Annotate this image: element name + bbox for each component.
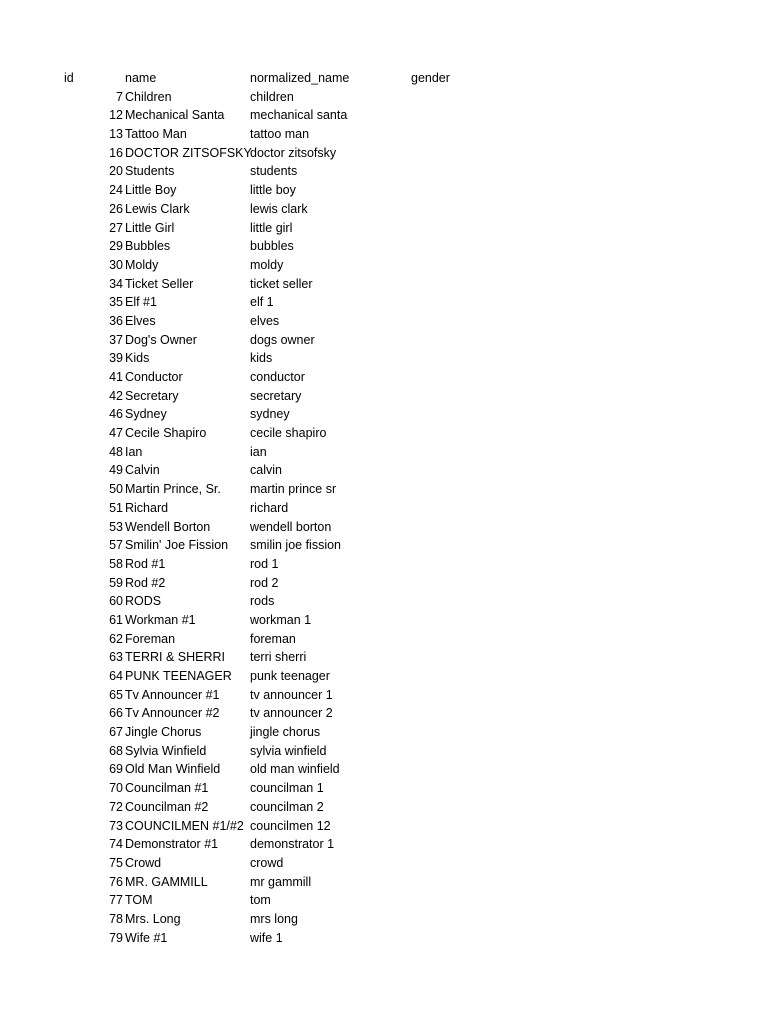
table-row <box>0 536 768 555</box>
character-table <box>0 69 768 947</box>
cell-normalized-name: demonstrator 1 <box>250 837 335 852</box>
table-row <box>0 275 768 294</box>
table-row <box>0 368 768 387</box>
table-row <box>0 219 768 238</box>
cell-id: 41 <box>109 370 123 384</box>
cell-normalized-name: sydney <box>250 407 290 422</box>
cell-id: 70 <box>109 781 123 796</box>
table-row <box>0 817 768 836</box>
cell-id: 12 <box>109 108 123 123</box>
cell-normalized-name: cecile shapiro <box>250 426 327 441</box>
cell-id: 59 <box>109 575 123 590</box>
cell-normalized-name: terri sherri <box>250 650 307 665</box>
table-row <box>0 312 768 331</box>
cell-name: COUNCILMEN #1/#2 <box>125 818 244 833</box>
table-row <box>0 106 768 125</box>
table-row <box>0 555 768 574</box>
table-row <box>0 779 768 798</box>
cell-normalized-name: elves <box>250 313 280 328</box>
table-row <box>0 125 768 144</box>
table-row <box>0 405 768 424</box>
cell-name: Kids <box>125 351 150 366</box>
cell-id: 49 <box>109 463 123 478</box>
cell-normalized-name: children <box>250 89 294 104</box>
table-row <box>0 835 768 854</box>
table-row <box>0 144 768 163</box>
cell-name: Tv Announcer #1 <box>125 687 220 702</box>
cell-name: Calvin <box>125 463 160 478</box>
table-row <box>0 256 768 275</box>
cell-id: 68 <box>109 743 123 758</box>
cell-id: 73 <box>109 818 123 833</box>
cell-name: Little Boy <box>125 183 177 198</box>
cell-normalized-name: doctor zitsofsky <box>250 145 337 160</box>
table-row <box>0 293 768 312</box>
table-row <box>0 237 768 256</box>
cell-normalized-name: ticket seller <box>250 276 313 291</box>
cell-name: Mechanical Santa <box>125 108 225 123</box>
header-row <box>0 69 768 88</box>
table-row <box>0 723 768 742</box>
table-row <box>0 611 768 630</box>
cell-name: PUNK TEENAGER <box>125 669 232 683</box>
cell-name: Sylvia Winfield <box>125 743 207 758</box>
cell-normalized-name: tattoo man <box>250 127 310 142</box>
table-row <box>0 424 768 443</box>
cell-name: Lewis Clark <box>125 201 190 216</box>
cell-name: Cecile Shapiro <box>125 426 207 441</box>
cell-name: MR. GAMMILL <box>125 874 208 889</box>
cell-name: Councilman #2 <box>125 799 209 814</box>
table-row <box>0 499 768 518</box>
table-row <box>0 387 768 406</box>
cell-id: 76 <box>109 874 123 889</box>
cell-id: 29 <box>109 239 123 254</box>
cell-id: 72 <box>109 799 123 814</box>
cell-name: Rod #2 <box>125 575 166 590</box>
cell-normalized-name: ian <box>250 444 267 459</box>
cell-name: Bubbles <box>125 239 171 254</box>
cell-name: Martin Prince, Sr. <box>125 482 221 497</box>
header-gender: gender <box>411 71 450 85</box>
cell-id: 51 <box>109 500 123 515</box>
cell-id: 69 <box>109 762 123 777</box>
table-row <box>0 742 768 761</box>
cell-id: 48 <box>109 444 123 459</box>
cell-name: Jingle Chorus <box>125 725 202 740</box>
cell-normalized-name: secretary <box>250 388 302 403</box>
table-row <box>0 443 768 462</box>
cell-id: 79 <box>109 930 123 945</box>
cell-name: Elf #1 <box>125 295 157 310</box>
cell-id: 66 <box>109 706 123 721</box>
table-row <box>0 891 768 910</box>
cell-normalized-name: wife 1 <box>250 930 283 945</box>
cell-normalized-name: little girl <box>250 220 293 235</box>
cell-id: 36 <box>109 313 123 328</box>
cell-name: Moldy <box>125 257 159 272</box>
cell-name: Smilin' Joe Fission <box>125 538 229 553</box>
cell-name: Tv Announcer #2 <box>125 706 220 721</box>
cell-normalized-name: elf 1 <box>250 295 274 310</box>
cell-id: 46 <box>109 407 123 422</box>
cell-name: RODS <box>125 594 162 609</box>
cell-id: 75 <box>109 855 123 870</box>
cell-name: TERRI & SHERRI <box>125 650 226 665</box>
table-row <box>0 760 768 779</box>
table-row <box>0 704 768 723</box>
table-row <box>0 854 768 873</box>
cell-name: Elves <box>125 313 156 328</box>
table-row <box>0 630 768 649</box>
cell-id: 64 <box>109 669 123 683</box>
cell-normalized-name: wendell borton <box>250 519 332 534</box>
table-row <box>0 667 768 686</box>
cell-id: 74 <box>109 837 123 852</box>
cell-name: Councilman #1 <box>125 781 209 796</box>
cell-normalized-name: sylvia winfield <box>250 743 327 758</box>
cell-id: 7 <box>116 89 123 104</box>
table-row <box>0 480 768 499</box>
cell-name: Dog's Owner <box>125 332 197 347</box>
cell-normalized-name: martin prince sr <box>250 482 337 497</box>
cell-normalized-name: councilman 2 <box>250 799 324 814</box>
header-normalized-name: normalized_name <box>250 71 350 85</box>
cell-name: TOM <box>125 893 153 908</box>
cell-id: 30 <box>109 257 123 272</box>
cell-name: Students <box>125 164 175 179</box>
cell-id: 35 <box>109 295 123 310</box>
cell-name: Sydney <box>125 407 167 422</box>
cell-name: Richard <box>125 500 169 515</box>
cell-name: Secretary <box>125 388 179 403</box>
cell-name: Little Girl <box>125 220 175 235</box>
cell-normalized-name: students <box>250 164 298 179</box>
cell-id: 13 <box>109 127 123 142</box>
cell-normalized-name: rod 1 <box>250 556 279 571</box>
cell-id: 60 <box>109 594 123 609</box>
cell-normalized-name: kids <box>250 351 273 366</box>
cell-id: 61 <box>109 612 123 627</box>
cell-normalized-name: tom <box>250 893 271 908</box>
cell-normalized-name: rods <box>250 594 275 609</box>
cell-normalized-name: councilmen 12 <box>250 818 331 833</box>
cell-normalized-name: old man winfield <box>250 762 340 777</box>
cell-id: 57 <box>109 538 123 553</box>
cell-name: Ticket Seller <box>125 276 194 291</box>
cell-normalized-name: mechanical santa <box>250 108 348 123</box>
cell-name: Crowd <box>125 855 162 870</box>
cell-normalized-name: tv announcer 1 <box>250 687 333 702</box>
cell-normalized-name: councilman 1 <box>250 781 324 796</box>
table-row <box>0 910 768 929</box>
cell-id: 39 <box>109 351 123 366</box>
cell-normalized-name: crowd <box>250 855 284 870</box>
table-row <box>0 461 768 480</box>
cell-normalized-name: calvin <box>250 463 282 478</box>
cell-id: 27 <box>109 220 123 235</box>
cell-normalized-name: punk teenager <box>250 669 330 683</box>
cell-id: 58 <box>109 556 123 571</box>
cell-id: 62 <box>109 631 123 646</box>
table-row <box>0 331 768 350</box>
cell-normalized-name: richard <box>250 500 289 515</box>
cell-name: Conductor <box>125 370 183 384</box>
cell-id: 24 <box>109 183 123 198</box>
table-row <box>0 200 768 219</box>
cell-name: Wife #1 <box>125 930 168 945</box>
header-id: id <box>64 71 74 85</box>
cell-name: Rod #1 <box>125 556 166 571</box>
table-row <box>0 349 768 368</box>
table-row <box>0 181 768 200</box>
cell-name: Ian <box>125 444 143 459</box>
cell-id: 16 <box>109 145 123 160</box>
cell-normalized-name: conductor <box>250 370 305 384</box>
table-row <box>0 648 768 667</box>
cell-name: Old Man Winfield <box>125 762 221 777</box>
cell-normalized-name: smilin joe fission <box>250 538 342 553</box>
cell-normalized-name: lewis clark <box>250 201 308 216</box>
cell-id: 47 <box>109 426 123 441</box>
table-row <box>0 574 768 593</box>
cell-name: Mrs. Long <box>125 911 181 926</box>
cell-id: 67 <box>109 725 123 740</box>
cell-name: Tattoo Man <box>125 127 187 142</box>
cell-name: Wendell Borton <box>125 519 211 534</box>
cell-normalized-name: jingle chorus <box>250 725 321 740</box>
table-row <box>0 518 768 537</box>
header-name: name <box>125 71 157 85</box>
cell-name: Demonstrator #1 <box>125 837 219 852</box>
table-row <box>0 686 768 705</box>
cell-id: 65 <box>109 687 123 702</box>
cell-normalized-name: mrs long <box>250 911 298 926</box>
cell-name: Workman #1 <box>125 612 196 627</box>
cell-normalized-name: bubbles <box>250 239 294 254</box>
table-row <box>0 929 768 948</box>
cell-id: 77 <box>109 893 123 908</box>
cell-id: 50 <box>109 482 123 497</box>
cell-normalized-name: workman 1 <box>250 612 312 627</box>
table-row <box>0 798 768 817</box>
cell-name: Foreman <box>125 631 176 646</box>
table-body <box>0 88 768 948</box>
table-row <box>0 88 768 107</box>
cell-normalized-name: dogs owner <box>250 332 315 347</box>
cell-normalized-name: foreman <box>250 631 296 646</box>
cell-name: DOCTOR ZITSOFSKY <box>125 145 252 160</box>
cell-id: 20 <box>109 164 123 179</box>
cell-id: 63 <box>109 650 123 665</box>
cell-normalized-name: little boy <box>250 183 296 198</box>
cell-id: 37 <box>109 332 123 347</box>
table-row <box>0 873 768 892</box>
cell-id: 42 <box>109 388 123 403</box>
cell-id: 53 <box>109 519 123 534</box>
table-row <box>0 592 768 611</box>
cell-normalized-name: rod 2 <box>250 575 279 590</box>
table-row <box>0 162 768 181</box>
cell-normalized-name: moldy <box>250 257 284 272</box>
cell-normalized-name: mr gammill <box>250 874 312 889</box>
cell-name: Children <box>125 89 172 104</box>
cell-id: 78 <box>109 911 123 926</box>
cell-id: 34 <box>109 276 123 291</box>
cell-id: 26 <box>109 201 123 216</box>
cell-normalized-name: tv announcer 2 <box>250 706 333 721</box>
